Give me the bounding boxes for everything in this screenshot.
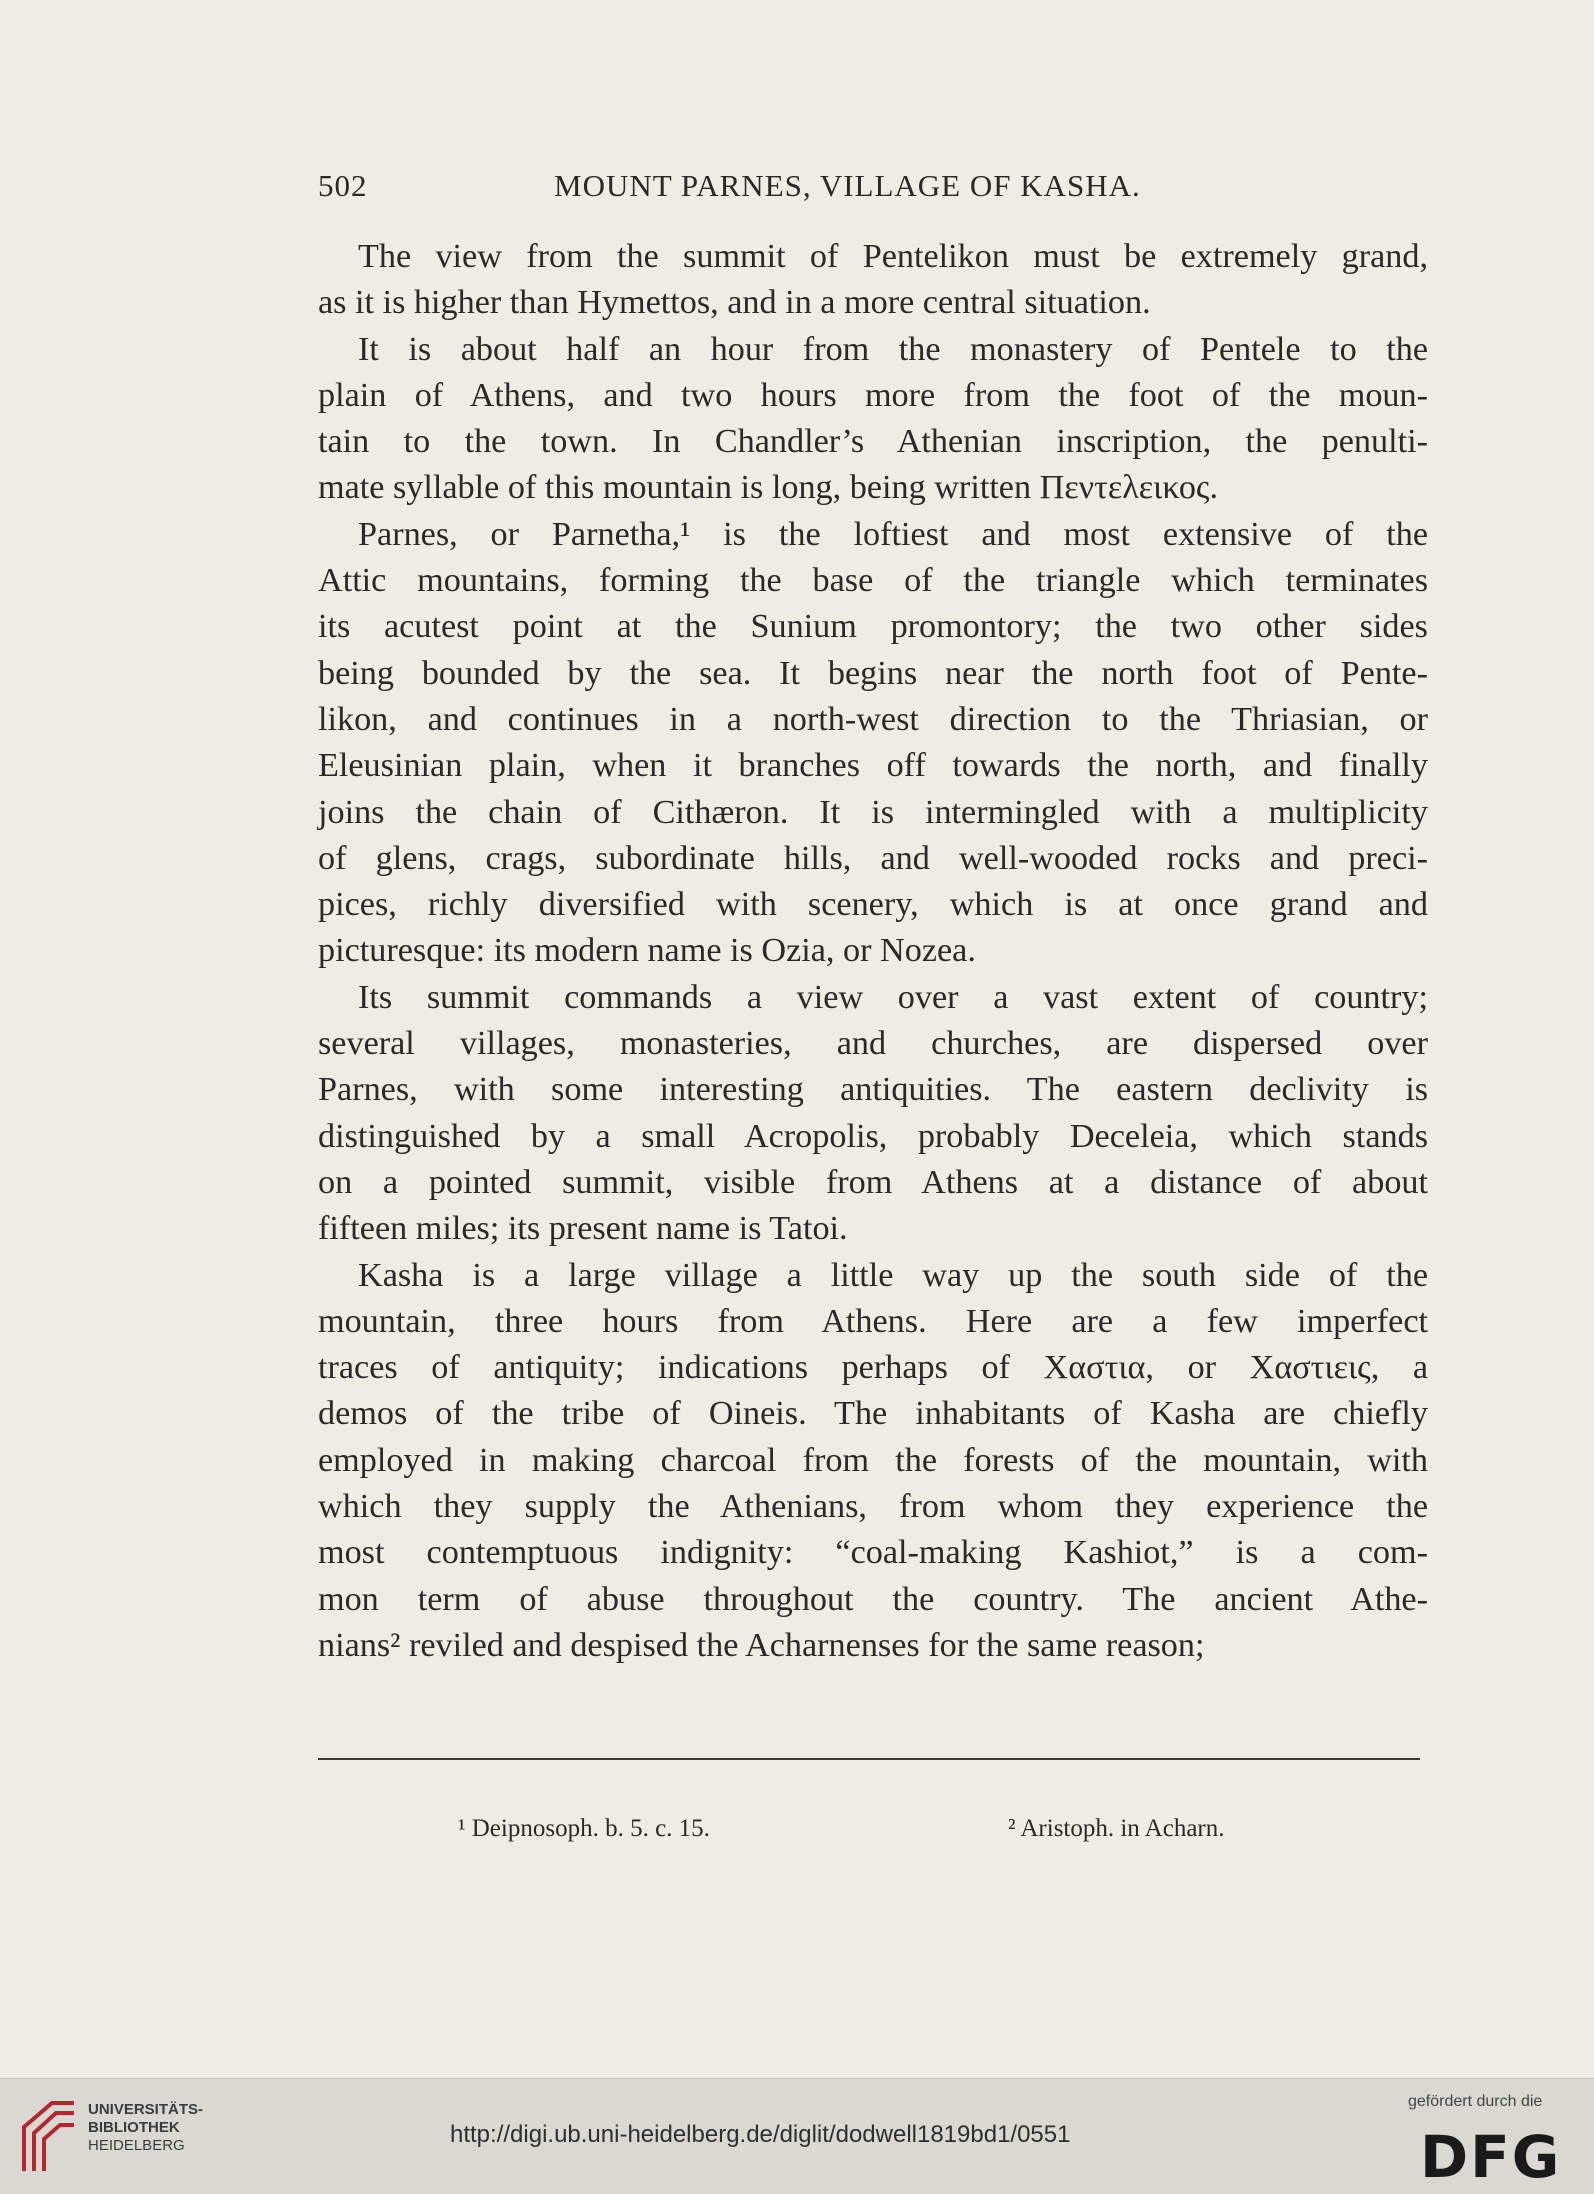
text-line: It is about half an hour from the monastery of Pentele to the bbox=[358, 330, 1428, 368]
text-line: which they supply the Athenians, from whom they experience the bbox=[318, 1488, 1428, 1526]
text-line: as it is higher than Hymettos, and in a more central situation. bbox=[318, 284, 1151, 322]
text-line: Its summit commands a view over a vast extent of country; bbox=[358, 978, 1428, 1016]
body-text bbox=[318, 234, 1428, 1669]
text-line: demos of the tribe of Oineis. The inhabitants of Kasha are chiefly bbox=[318, 1395, 1428, 1433]
page-number: 502 bbox=[318, 168, 368, 203]
text-line: several villages, monasteries, and churches, are dispersed over bbox=[318, 1025, 1428, 1063]
library-name-line1: UNIVERSITÄTS- bbox=[88, 2101, 204, 2118]
funding-label: gefördert durch die bbox=[1408, 2093, 1543, 2110]
text-line: picturesque: its modern name is Ozia, or Nozea. bbox=[318, 932, 976, 970]
running-title: MOUNT PARNES, VILLAGE OF KASHA. bbox=[554, 168, 1141, 203]
text-line: plain of Athens, and two hours more from the foot of the moun- bbox=[318, 376, 1428, 414]
footnote-1: ¹ Deipnosoph. b. 5. c. 15. bbox=[458, 1815, 710, 1842]
footnotes bbox=[318, 1815, 1428, 1855]
text-line: fifteen miles; its present name is Tatoi. bbox=[318, 1210, 848, 1248]
dfg-logo: DFG bbox=[1420, 2123, 1562, 2191]
text-line: likon, and continues in a north-west direction to the Thriasian, or bbox=[318, 700, 1428, 738]
library-name-line2: BIBLIOTHEK bbox=[88, 2119, 180, 2136]
text-line: joins the chain of Cithæron. It is intermingled with a multiplicity bbox=[318, 793, 1428, 831]
text-line: mountain, three hours from Athens. Here are a few imperfect bbox=[318, 1302, 1428, 1340]
text-line: mate syllable of this mountain is long, being written Πεντελεικος. bbox=[318, 469, 1219, 507]
text-line: employed in making charcoal from the forests of the mountain, with bbox=[318, 1441, 1428, 1479]
text-line: The view from the summit of Pentelikon must be extremely grand, bbox=[358, 238, 1428, 275]
text-line: Parnes, with some interesting antiquities. The eastern declivity is bbox=[318, 1071, 1428, 1109]
text-line: distinguished by a small Acropolis, probably Deceleia, which stands bbox=[318, 1117, 1428, 1155]
text-line: on a pointed summit, visible from Athens at a distance of about bbox=[318, 1163, 1428, 1201]
library-name bbox=[88, 2101, 203, 2155]
text-line: traces of antiquity; indications perhaps of Χαστια, or Χαστιεις, a bbox=[318, 1349, 1428, 1387]
text-line: pices, richly diversified with scenery, which is at once grand and bbox=[318, 886, 1428, 924]
text-line: of glens, crags, subordinate hills, and well-wooded rocks and preci- bbox=[318, 839, 1428, 877]
running-head bbox=[318, 168, 1428, 208]
viewer-footer bbox=[0, 2078, 1594, 2194]
text-line: its acutest point at the Sunium promontory; the two other sides bbox=[318, 608, 1428, 646]
text-line: tain to the town. In Chandler’s Athenian inscription, the penulti- bbox=[318, 423, 1428, 461]
text-line: Kasha is a large village a little way up the south side of the bbox=[358, 1256, 1428, 1294]
text-line: nians² reviled and despised the Acharnenses for the same reason; bbox=[318, 1626, 1205, 1664]
footnote-2: ² Aristoph. in Acharn. bbox=[1008, 1815, 1225, 1842]
text-line: mon term of abuse throughout the country. The ancient Athe- bbox=[318, 1580, 1428, 1618]
text-line: most contemptuous indignity: “coal-making Kashiot,” is a com- bbox=[318, 1534, 1428, 1572]
library-logo-icon bbox=[18, 2097, 80, 2175]
text-line: Eleusinian plain, when it branches off towards the north, and finally bbox=[318, 747, 1428, 785]
text-line: Parnes, or Parnetha,¹ is the loftiest and most extensive of the bbox=[358, 515, 1428, 553]
text-line: Attic mountains, forming the base of the triangle which terminates bbox=[318, 562, 1428, 600]
library-name-line3: HEIDELBERG bbox=[88, 2137, 185, 2154]
permalink-url[interactable]: http://digi.ub.uni-heidelberg.de/diglit/dodwell1819bd1/0551 bbox=[450, 2121, 1071, 2148]
text-line: being bounded by the sea. It begins near the north foot of Pente- bbox=[318, 654, 1428, 692]
footnote-rule bbox=[318, 1758, 1420, 1760]
